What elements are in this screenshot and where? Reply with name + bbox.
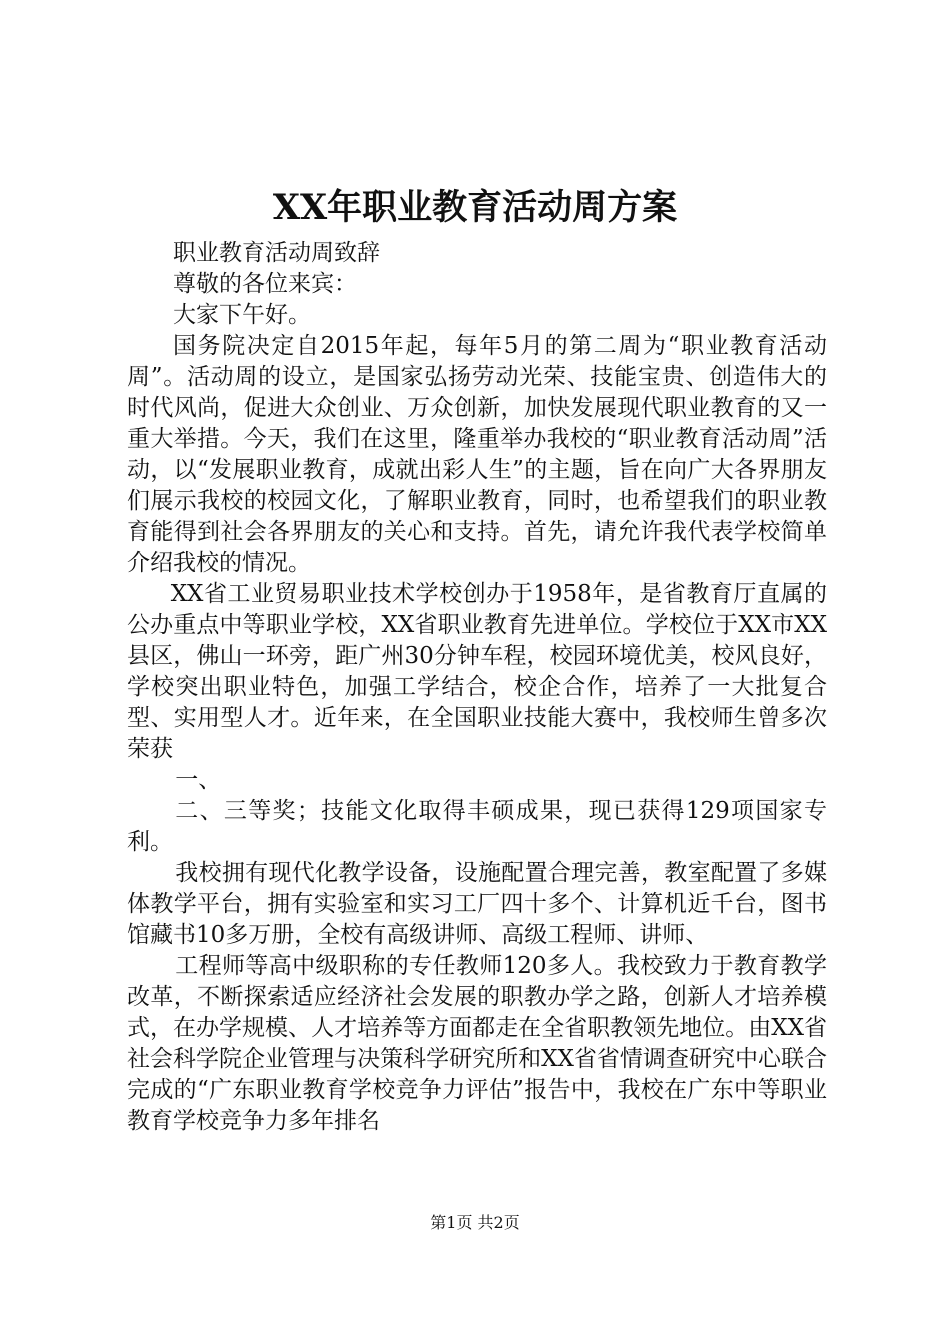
paragraph-greeting: 大家下午好。 bbox=[173, 302, 311, 328]
document-title: XX年职业教育活动周方案 bbox=[272, 187, 678, 228]
paragraph-salutation: 尊敬的各位来宾： bbox=[173, 271, 357, 297]
paragraph-heading: 职业教育活动周致辞 bbox=[173, 240, 380, 266]
paragraph-facilities: 我校拥有现代化教学设备，设施配置合理完善，教室配置了多媒体教学平台，拥有实验室和实习工厂四十多个、计算机近千台，图书馆藏书10多万册，全校有高级讲师、高级工程师、讲师、 bbox=[127, 860, 827, 948]
paragraph-award-second: 二、三等奖；技能文化取得丰硕成果，现已获得129项国家专利。 bbox=[127, 798, 827, 855]
paragraph-award-first: 一、 bbox=[175, 767, 222, 793]
paragraph-intro: 国务院决定自2015年起，每年5月的第二周为“职业教育活动周”。活动周的设立，是国家弘扬劳动光荣、技能宝贵、创造伟大的时代风尚，促进大众创业、万众创新，加快发展现代职业教育的又一重大举措。今天，我们在这里，隆重举办我校的“职业教育活动周”活动，以“发展职业教育，成就出彩人生”的主题，旨在向广大各界朋友们展示我校的校园文化，了解职业教育，同时，也希望我们的职业教育能得到社会各界朋友的关心和支持。首先，请允许我代表学校简单介绍我校的情况。 bbox=[127, 333, 827, 576]
paragraph-teachers: 工程师等高中级职称的专任教师120多人。我校致力于教育教学改革，不断探索适应经济社会发展的职教办学之路，创新人才培养模式，在办学规模、人才培养等方面都走在全省职教领先地位。由XX省社会科学院企业管理与决策科学研究所和XX省省情调查研究中心联合完成的“广东职业教育学校竞争力评估”报告中，我校在广东中等职业教育学校竞争力多年排名 bbox=[127, 953, 827, 1134]
document-body bbox=[127, 238, 827, 1137]
paragraph-school: XX省工业贸易职业技术学校创办于1958年，是省教育厅直属的公办重点中等职业学校，XX省职业教育先进单位。学校位于XX市XX县区，佛山一环旁，距广州30分钟车程，校园环境优美，校风良好，学校突出职业特色，加强工学结合，校企合作，培养了一大批复合型、实用型人才。近年来，在全国职业技能大赛中，我校师生曾多次荣获 bbox=[127, 581, 827, 762]
page-number: 第1页 共2页 bbox=[430, 1213, 520, 1232]
